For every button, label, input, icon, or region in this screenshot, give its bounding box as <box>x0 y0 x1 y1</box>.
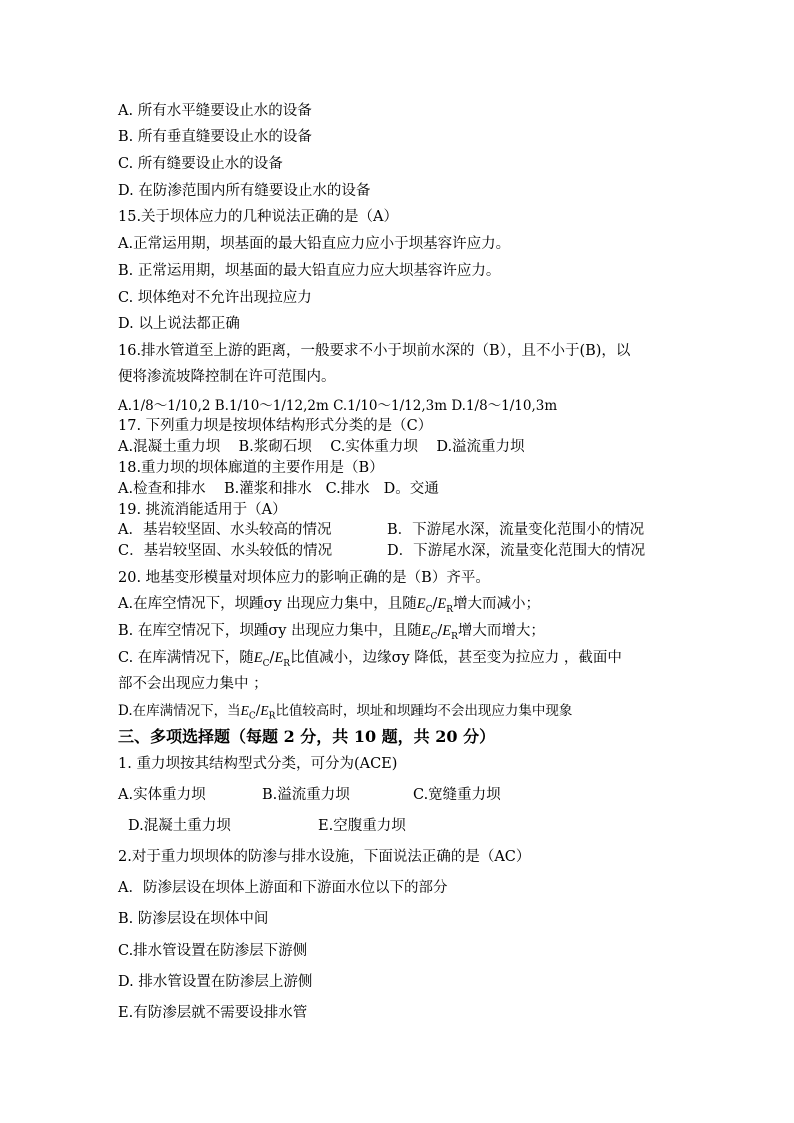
modulus-ratio: $E_C/E_R$ <box>253 650 291 669</box>
question-19: 19. 挑流消能适用于（A） <box>118 502 287 518</box>
option-20c-cont: 部不会出现应力集中 ； <box>118 676 268 692</box>
mc2-option-d: D. 排水管设置在防渗层上游侧 <box>118 974 313 990</box>
question-15: 15.关于坝体应力的几种说法正确的是（A） <box>118 209 399 225</box>
option-20c <box>118 648 622 674</box>
option-14a: A. 所有水平缝要设止水的设备 <box>118 103 312 119</box>
mc1-option-c: C.宽缝重力坝 <box>413 787 501 803</box>
option-20c-end: 比值减小，边缘σy 降低，甚至变为拉应力 ，截面中 <box>290 650 622 666</box>
section-heading-multiple-choice: 三、多项选择题（每题 2 分，共 10 题，共 20 分） <box>118 727 496 746</box>
option-20b <box>118 621 545 647</box>
mc-question-2: 2.对于重力坝坝体的防渗与排水设施，下面说法正确的是（AC） <box>118 849 531 865</box>
option-14c: C. 所有缝要设止水的设备 <box>118 156 283 172</box>
option-15a: A.正常运用期，坝基面的最大铅直应力应小于坝基容许应力。 <box>118 236 511 252</box>
option-19d: D．下游尾水深，流量变化范围大的情况 <box>387 543 646 559</box>
option-20b-end: 增大而增大； <box>457 623 545 639</box>
mc2-option-c: C.排水管设置在防渗层下游侧 <box>118 943 308 959</box>
option-20a-text: A.在库空情况下，坝踵σy 出现应力集中，且随 <box>118 596 417 612</box>
option-14b: B. 所有垂直缝要设止水的设备 <box>118 129 312 145</box>
question-16: 16.排水管道至上游的距离，一般要求不小于坝前水深的（B），且不小于(B)，以 <box>118 343 631 359</box>
option-15b: B. 正常运用期，坝基面的最大铅直应力应大坝基容许应力。 <box>118 263 501 279</box>
modulus-ratio: $E_C/E_R$ <box>240 703 276 722</box>
option-15d: D. 以上说法都正确 <box>118 316 240 332</box>
options-17: A.混凝土重力坝 B.浆砌石坝 C.实体重力坝 D.溢流重力坝 <box>118 439 525 455</box>
options-16: A.1/8～1/10,2 B.1/10～1/12,2m C.1/10～1/12,3m D.1/8～1/10,3m <box>118 398 558 414</box>
question-18: 18.重力坝的坝体廊道的主要作用是（B） <box>118 460 384 476</box>
modulus-ratio: $E_C/E_R$ <box>421 623 458 642</box>
option-15c: C. 坝体绝对不允许出现拉应力 <box>118 290 312 306</box>
option-20a-end: 增大而减小； <box>453 596 541 612</box>
option-20d-end: 比值较高时，坝址和坝踵均不会出现应力集中现象 <box>275 703 573 719</box>
option-20a <box>118 594 540 620</box>
mc1-option-b: B.溢流重力坝 <box>262 787 350 803</box>
option-20d-text: D.在库满情况下，当 <box>118 703 241 719</box>
option-20b-text: B. 在库空情况下，坝踵σy 出现应力集中，且随 <box>118 623 422 639</box>
mc1-option-a: A.实体重力坝 <box>118 787 206 803</box>
question-20: 20. 地基变形模量对坝体应力的影响正确的是（B）齐平。 <box>118 570 490 586</box>
mc1-option-e: E.空腹重力坝 <box>318 818 406 834</box>
question-17: 17. 下列重力坝是按坝体结构形式分类的是（C） <box>118 418 433 434</box>
option-19b: B．下游尾水深，流量变化范围小的情况 <box>387 522 645 538</box>
mc2-option-e: E.有防渗层就不需要设排水管 <box>118 1005 308 1021</box>
option-20d <box>118 701 572 727</box>
mc2-option-a: A．防渗层设在坝体上游面和下游面水位以下的部分 <box>118 880 448 896</box>
mc-question-1: 1. 重力坝按其结构型式分类，可分为(ACE) <box>118 756 398 772</box>
option-14d: D. 在防渗范围内所有缝要设止水的设备 <box>118 183 371 199</box>
mc2-option-b: B. 防渗层设在坝体中间 <box>118 911 269 927</box>
option-20c-text: C. 在库满情况下，随 <box>118 650 254 666</box>
option-19a: A．基岩较坚固、水头较高的情况 <box>118 522 332 538</box>
options-18: A.检查和排水 B.灌浆和排水 C.排水 D。交通 <box>118 481 439 497</box>
mc1-option-d: D.混凝土重力坝 <box>128 818 231 834</box>
modulus-ratio: $E_C/E_R$ <box>416 596 454 615</box>
question-16-cont: 便将渗流坡降控制在许可范围内。 <box>118 369 336 385</box>
option-19c: C．基岩较坚固、水头较低的情况 <box>118 543 333 559</box>
